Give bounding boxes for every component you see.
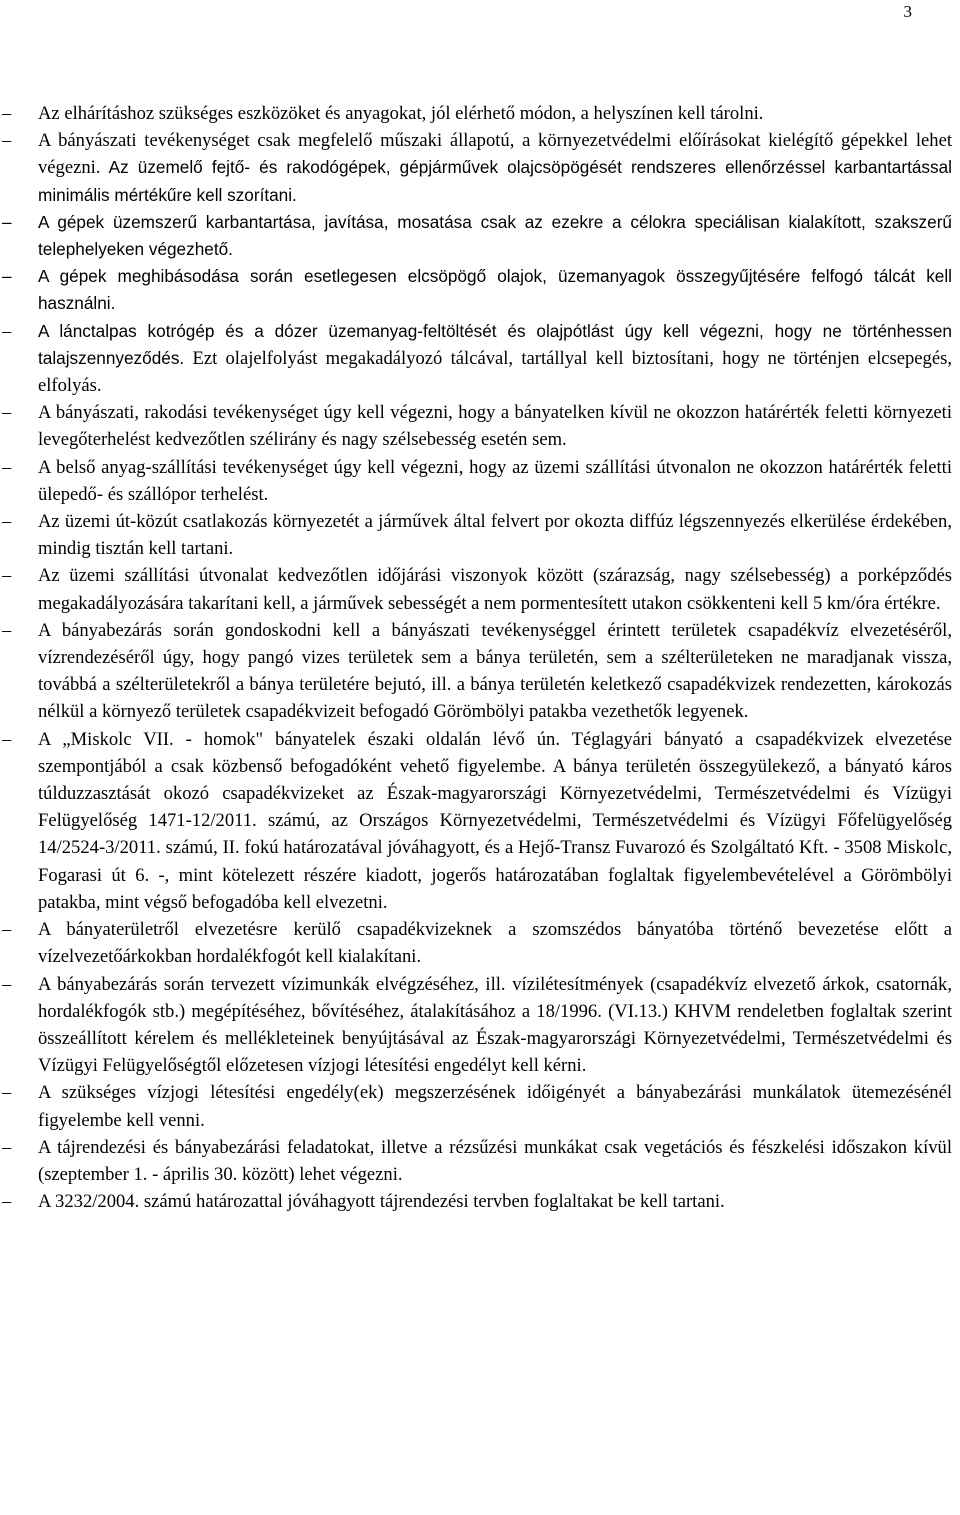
list-item: – A „Miskolc VII. - homok" bányatelek északi oldalán lévő ún. Téglagyári bányató a csapadékvizek elvezetése szempontjából a csak közbenső befogadóként vehető figyelembe. A bánya területén összegyülekező, a bányató káros túlduzzasztását okozó csapadékvizeket az Észak-magyarországi Környezetvédelmi, Természetvédelmi és Vízügyi Felügyelőség 1471-12/2011. számú, az Országos Környezetvédelmi, Természetvédelmi és Vízügyi Főfelügyelőség 14/2524-3/2011. számú, II. fokú határozatával jóváhagyott, és a Hejő-Transz Fuvarozó és Szolgáltató Kft. - 3508 Miskolc, Fogarasi út 6. -, mint kötelezett részére kiadott, jogerős határozatában foglaltak figyelembevételével a Görömbölyi patakba, mint végső befogadóba kell elvezetni.	[38, 726, 952, 916]
list-item: – A gépek üzemszerű karbantartása, javítása, mosatása csak az ezekre a célokra speciálisan kialakított, szakszerű telephelyeken végezhető.	[38, 209, 952, 263]
list-item: – A bányászati, rakodási tevékenységet úgy kell végezni, hogy a bányatelken kívül ne okozzon határérték feletti környezeti levegőterhelést kedvezőtlen szélirány és nagy szélsebesség esetén sem.	[38, 399, 952, 453]
list-item: – A szükséges vízjogi létesítési engedély(ek) megszerzésének időigényét a bányabezárási munkálatok ütemezésénél figyelembe kell venni.	[38, 1079, 952, 1133]
list-item: – A belső anyag-szállítási tevékenységet úgy kell végezni, hogy az üzemi szállítási útvonalon ne okozzon határérték feletti ülepedő- és szállópor terhelést.	[38, 454, 952, 508]
list-item: – A bányászati tevékenységet csak megfelelő műszaki állapotú, a környezetvédelmi előírásokat kielégítő gépekkel lehet végezni. Az üzemelő fejtő- és rakodógépek, gépjárművek olajcsöpögését rendszeres ellenőrzéssel karbantartással minimális mértékűre kell szorítani.	[38, 127, 952, 209]
list-item: – A bányabezárás során gondoskodni kell a bányászati tevékenységgel érintett területek csapadékvíz elvezetéséről, vízrendezéséről úgy, hogy pangó vizes területek sem a bánya területén, sem a szélterületeken ne maradjanak vissza, továbbá a szélterületekről a bánya területére bejutó, ill. a bánya területén keletkező csapadékvizek rendezetten, károkozás nélkül a környező területek csapadékvizeit befogadó Görömbölyi patakba vezethetők legyenek.	[38, 617, 952, 726]
requirements-list	[0, 100, 960, 1215]
list-item: – A gépek meghibásodása során esetlegesen elcsöpögő olajok, üzemanyagok összegyűjtésére felfogó tálcát kell használni.	[38, 263, 952, 317]
list-item: – A lánctalpas kotrógép és a dózer üzemanyag-feltöltését és olajpótlást úgy kell végezni, hogy ne történhessen talajszennyeződés. Ezt olajelfolyást megakadályozó tálcával, tartállyal kell biztosítani, hogy ne történjen elcsepegés, elfolyás.	[38, 318, 952, 400]
list-item: – Az elhárításhoz szükséges eszközöket és anyagokat, jól elérhető módon, a helyszínen kell tárolni.	[38, 100, 952, 127]
list-item: – A bányaterületről elvezetésre kerülő csapadékvizeknek a szomszédos bányatóba történő bevezetése előtt a vízelvezetőárkokban hordalékfogót kell kialakítani.	[38, 916, 952, 970]
list-item: – A bányabezárás során tervezett vízimunkák elvégzéséhez, ill. vízilétesítmények (csapadékvíz elvezető árkok, csatornák, hordalékfogók stb.) megépítéséhez, bővítéséhez, átalakításához a 18/1996. (VI.13.) KHVM rendeletben foglaltak szerint összeállított kérelem és mellékleteinek benyújtásával az Észak-magyarországi Környezetvédelmi, Természetvédelmi és Vízügyi Felügyelőségtől előzetesen vízjogi létesítési engedélyt kell kérni.	[38, 971, 952, 1080]
page-number: 3	[903, 2, 912, 21]
list-item: – Az üzemi út-közút csatlakozás környezetét a járművek által felvert por okozta diffúz légszennyezés elkerülése érdekében, mindig tisztán kell tartani.	[38, 508, 952, 562]
list-item: – A tájrendezési és bányabezárási feladatokat, illetve a rézsűzési munkákat csak vegetációs és fészkelési időszakon kívül (szeptember 1. - április 30. között) lehet végezni.	[38, 1134, 952, 1188]
list-item: – Az üzemi szállítási útvonalat kedvezőtlen időjárási viszonyok között (szárazság, nagy szélsebesség) a porképződés megakadályozására takarítani kell, a járművek sebességét a nem pormentesített utakon csökkenteni kell 5 km/óra értékre.	[38, 562, 952, 616]
list-item: – A 3232/2004. számú határozattal jóváhagyott tájrendezési tervben foglaltakat be kell tartani.	[38, 1188, 952, 1215]
